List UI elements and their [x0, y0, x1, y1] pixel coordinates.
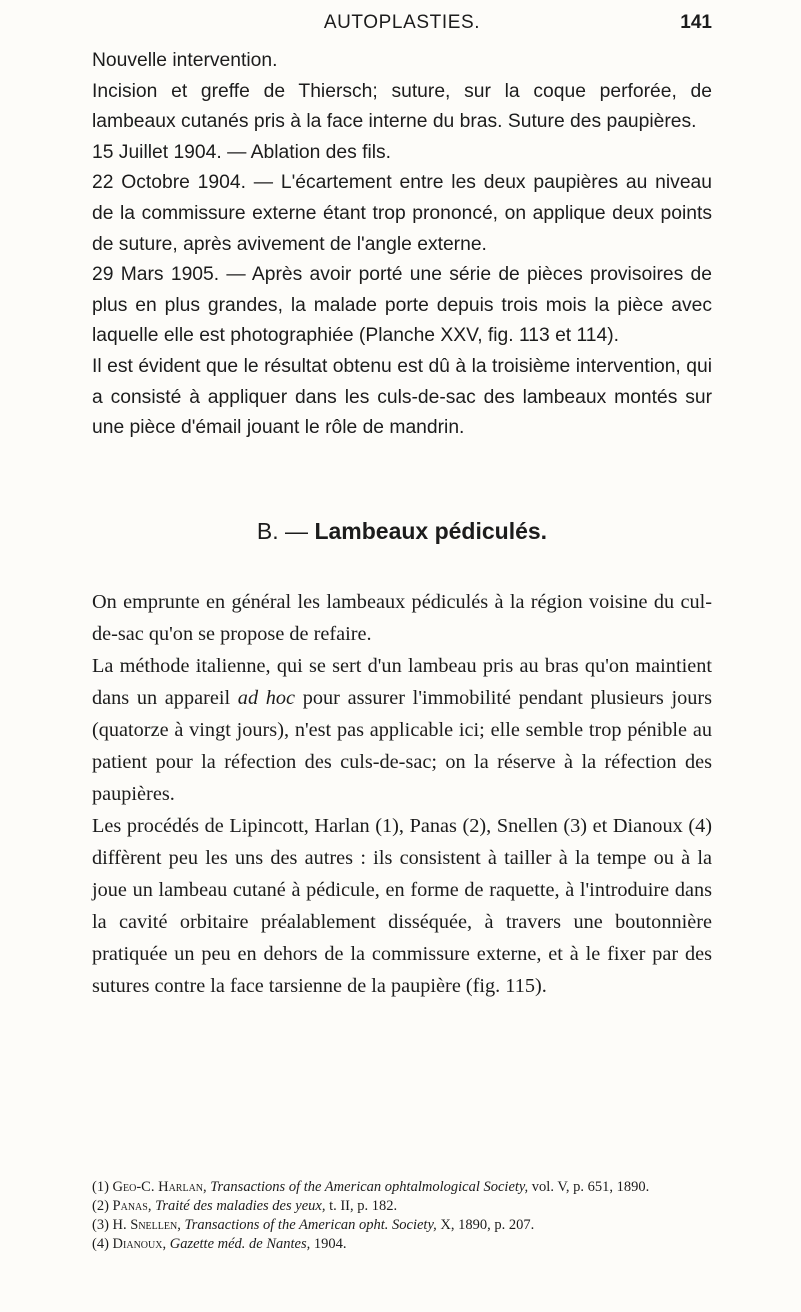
footnote-details: 1904. [313, 1236, 347, 1252]
footnote-number: (3) [92, 1217, 109, 1233]
footnote [92, 1216, 712, 1235]
footnote-author: H. Snellen, [112, 1217, 181, 1233]
paragraph: Il est évident que le résultat obtenu est dû à la troisième intervention, qui a consisté à appliquer dans les culs-de-sac des lambeaux montés sur une pièce d'émail jouant le rôle de mandrin. [92, 355, 712, 439]
pedicle-flaps-section [92, 586, 712, 1002]
paragraph: 29 Mars 1905. — Après avoir porté une série de pièces provisoires de plus en plus grandes, la malade porte depuis trois mois la pièce avec laquelle elle est photographiée (Planche XXV, fig. 113 et 114). [92, 264, 712, 347]
paragraph: 15 Juillet 1904. — Ablation des fils. [92, 141, 392, 163]
footnote-author: Panas, [112, 1198, 152, 1214]
footnote-work: Gazette méd. de Nantes, [169, 1236, 311, 1252]
heading-dash: — [285, 518, 309, 544]
page-number: 141 [680, 12, 712, 33]
footnote-details: vol. V, p. 651, 1890. [531, 1179, 650, 1195]
footnote-work: Traité des maladies des yeux, [155, 1198, 326, 1214]
text-run: La méthode italienne, qui se sert d'un lambeau pris au bras qu'on maintient dans un appareil [92, 655, 712, 709]
section-heading [92, 518, 712, 568]
paragraph: 22 Octobre 1904. — L'écartement entre les deux paupières au niveau de la commissure externe étant trop prononcé, on applique deux points de suture, après avivement de l'angle externe. [92, 172, 712, 255]
footnote [92, 1197, 712, 1216]
footnote-author: Dianoux, [112, 1236, 167, 1252]
text-run: pour assurer l'immobilité pendant plusieurs jours (quatorze à vingt jours), n'est pas applicable ici; elle semble trop pénible au patient pour la réfection des culs-de-sac; on la réserve à la réfection des paupières. [92, 687, 713, 805]
running-header [92, 10, 712, 40]
footnote-details: t. II, p. 182. [329, 1198, 398, 1214]
footnotes [92, 1178, 712, 1254]
heading-letter: B. [256, 518, 279, 544]
footnote [92, 1235, 712, 1254]
paragraph: On emprunte en général les lambeaux pédiculés à la région voisine du cul-de-sac qu'on se propose de refaire. [92, 591, 712, 645]
paragraph: Les procédés de Lipincott, Harlan (1), Panas (2), Snellen (3) et Dianoux (4) diffèrent peu les uns des autres : ils consistent à tailler à la tempe ou à la joue un lambeau cutané à pédicule, en forme de raquette, à l'introduire dans la cavité orbitaire préalablement disséquée, à travers une boutonnière pratiquée un peu en dehors de la commissure externe, et à le fixer par des sutures contre la face tarsienne de la paupière (fig. 115). [92, 815, 712, 997]
running-title: AUTOPLASTIES. [323, 12, 481, 33]
paragraph [92, 650, 712, 810]
footnote-number: (1) [92, 1179, 109, 1195]
paragraph: Incision et greffe de Thiersch; suture, sur la coque perforée, de lambeaux cutanés pris à la face interne du bras. Suture des paupières. [92, 80, 712, 133]
heading-title: Lambeaux pédiculés. [314, 518, 548, 544]
italic-term: ad hoc [237, 687, 296, 709]
footnote-details: X, 1890, p. 207. [440, 1217, 535, 1233]
footnote-number: (4) [92, 1236, 109, 1252]
footnote-author: Geo-C. Harlan, [112, 1179, 207, 1195]
footnote [92, 1178, 712, 1197]
footnote-work: Transactions of the American ophtalmological Society, [210, 1179, 529, 1195]
case-report-section [92, 46, 712, 444]
footnote-number: (2) [92, 1198, 109, 1214]
footnote-work: Transactions of the American opht. Society, [184, 1217, 437, 1233]
paragraph: Nouvelle intervention. [92, 50, 278, 71]
